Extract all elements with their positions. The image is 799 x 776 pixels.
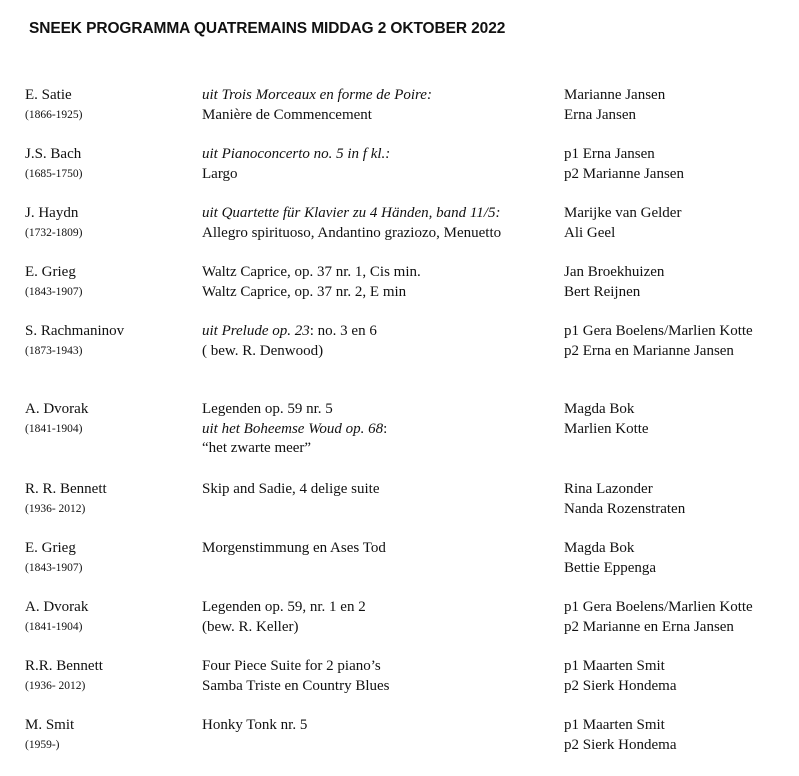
performer-name: Magda Bok [564,401,635,417]
work-title [202,86,432,125]
performer-name: p2 Sierk Hondema [564,677,677,694]
performer-name: p1 Erna Jansen [564,146,655,162]
work-title-text: ( bew. R. Denwood) [202,342,324,359]
work-title-text: Manière de Commencement [202,106,372,123]
performer-name: Ali Geel [564,224,616,241]
composer-name: R.R. Bennett [25,658,103,674]
performer-name: p1 Gera Boelens/Marlien Kotte [564,599,753,615]
work-title [202,400,387,459]
work-title-text: Allegro spirituoso, Andantino graziozo, Menuetto [202,224,502,241]
performers [564,322,753,361]
work-line [202,145,390,165]
composer-years: (1866-1925) [25,109,83,121]
work-title [202,539,386,559]
performer-name: Magda Bok [564,540,635,556]
work-title-text: Waltz Caprice, op. 37 nr. 2, E min [202,283,407,300]
composer-name: E. Satie [25,87,72,103]
composer-name: A. Dvorak [25,401,89,417]
performer-name: Rina Lazonder [564,481,653,497]
program-entry [0,400,799,460]
composer-years: (1732-1809) [25,227,83,239]
work-title-italic: uit het Boheemse Woud op. 68 [202,420,384,437]
work-title-text: Legenden op. 59, nr. 1 en 2 [202,599,366,615]
performers [564,204,681,243]
work-title-text: Legenden op. 59 nr. 5 [202,401,333,417]
performer-name: Marianne Jansen [564,87,666,103]
work-title-italic: uit Prelude op. 23 [202,323,310,339]
program-entry [0,145,799,205]
performer-name: p1 Maarten Smit [564,717,665,733]
work-title-text: : [383,420,388,437]
performer-name: p2 Sierk Hondema [564,736,677,753]
program-entry [0,480,799,540]
work-title [202,322,377,361]
composer-name: A. Dvorak [25,599,89,615]
performer-name: p1 Maarten Smit [564,658,665,674]
composer-name: E. Grieg [25,540,76,556]
composer-years: (1873-1943) [25,345,83,357]
composer-name: J. Haydn [25,205,79,221]
program-entry [0,598,799,658]
work-line [202,204,501,224]
performers [564,400,649,439]
work-line [202,86,432,106]
work-title-italic: uit Trois Morceaux en forme de Poire: [202,87,432,103]
work-line [202,677,390,697]
composer-name: E. Grieg [25,264,76,280]
performers [564,86,665,125]
work-title-text: (bew. R. Keller) [202,618,299,635]
performer-name: p2 Marianne en Erna Jansen [564,618,734,635]
work-line [202,342,377,362]
work-line [202,618,366,638]
composer-years: (1685-1750) [25,168,83,180]
work-title [202,657,390,696]
work-line [202,598,366,618]
work-line [202,283,421,303]
work-line [202,657,390,677]
performers [564,539,656,578]
performer-name: p1 Gera Boelens/Marlien Kotte [564,323,753,339]
program-entry [0,204,799,264]
performers [564,263,664,302]
performers [564,145,684,184]
work-line [202,439,387,459]
performer-name: Bert Reijnen [564,283,641,300]
composer-years: (1936- 2012) [25,680,86,692]
work-line [202,539,386,559]
work-title-text: Waltz Caprice, op. 37 nr. 1, Cis min. [202,264,421,280]
program-entry [0,322,799,382]
work-title-text: : no. 3 en 6 [309,323,377,339]
work-title [202,263,421,302]
program-entry [0,86,799,146]
composer-years: (1843-1907) [25,286,83,298]
composer-name: J.S. Bach [25,146,82,162]
work-title [202,480,379,500]
performer-name: Nanda Rozenstraten [564,500,686,517]
performer-name: Marijke van Gelder [564,205,682,221]
performer-name: Jan Broekhuizen [564,264,665,280]
work-line [202,480,379,500]
composer-years: (1936- 2012) [25,503,86,515]
composer-name: M. Smit [25,717,75,733]
work-title [202,598,366,637]
composer-years: (1841-1904) [25,621,83,633]
performers [564,716,676,755]
composer-years: (1843-1907) [25,562,83,574]
work-title-text: “het zwarte meer” [202,440,312,456]
composer-years: (1959-) [25,739,60,751]
performers [564,480,685,519]
work-title-text: Morgenstimmung en Ases Tod [202,540,386,556]
work-line [202,106,432,126]
work-line [202,322,377,342]
work-title [202,716,307,736]
performer-name: Erna Jansen [564,106,637,123]
program-entry [0,657,799,717]
performer-name: Marlien Kotte [564,420,649,437]
program-entry [0,716,799,776]
performer-name: p2 Erna en Marianne Jansen [564,342,734,359]
work-title [202,145,390,184]
performers [564,598,753,637]
work-title [202,204,501,243]
work-line [202,263,421,283]
page-title: SNEEK PROGRAMMA QUATREMAINS MIDDAG 2 OKTOBER 2022 [29,20,506,37]
work-line [202,165,390,185]
performer-name: p2 Marianne Jansen [564,165,684,182]
composer-years: (1841-1904) [25,423,83,435]
work-title-text: Largo [202,165,238,182]
work-title-italic: uit Pianoconcerto no. 5 in f kl.: [202,146,391,162]
composer-name: R. R. Bennett [25,481,107,497]
work-line [202,400,387,420]
composer-name: S. Rachmaninov [25,323,125,339]
performer-name: Bettie Eppenga [564,559,657,576]
work-line [202,420,387,440]
work-line [202,716,307,736]
work-title-text: Skip and Sadie, 4 delige suite [202,481,380,497]
work-line [202,224,501,244]
performers [564,657,676,696]
work-title-text: Four Piece Suite for 2 piano’s [202,658,381,674]
program-entry [0,539,799,599]
work-title-text: Honky Tonk nr. 5 [202,717,308,733]
work-title-text: Samba Triste en Country Blues [202,677,390,694]
program-entry [0,263,799,323]
work-title-italic: uit Quartette für Klavier zu 4 Händen, band 11/5: [202,205,501,221]
